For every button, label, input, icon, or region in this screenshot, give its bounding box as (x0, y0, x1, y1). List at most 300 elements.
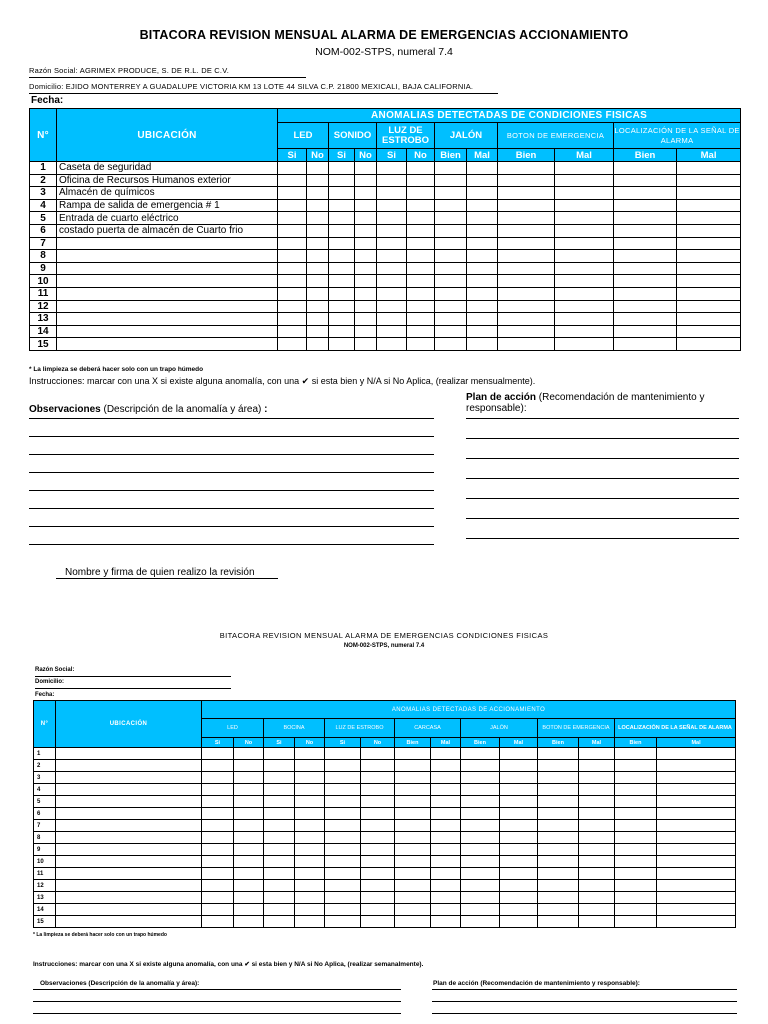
check-cell[interactable] (407, 313, 435, 326)
check-cell[interactable] (579, 748, 615, 760)
check-cell[interactable] (615, 904, 657, 916)
check-cell[interactable] (435, 313, 467, 326)
check-cell[interactable] (377, 250, 407, 263)
check-cell[interactable] (615, 748, 657, 760)
check-cell[interactable] (295, 904, 325, 916)
check-cell[interactable] (202, 844, 234, 856)
check-cell[interactable] (555, 174, 614, 187)
check-cell[interactable] (278, 212, 307, 225)
check-cell[interactable] (361, 856, 395, 868)
check-cell[interactable] (329, 224, 355, 237)
check-cell[interactable] (435, 162, 467, 175)
check-cell[interactable] (579, 772, 615, 784)
check-cell[interactable] (264, 868, 295, 880)
check-cell[interactable] (264, 784, 295, 796)
check-cell[interactable] (377, 187, 407, 200)
check-cell[interactable] (467, 313, 498, 326)
check-cell[interactable] (202, 868, 234, 880)
check-cell[interactable] (435, 224, 467, 237)
check-cell[interactable] (395, 916, 431, 928)
check-cell[interactable] (325, 748, 361, 760)
check-cell[interactable] (431, 820, 461, 832)
check-cell[interactable] (500, 748, 538, 760)
plan-line[interactable] (466, 538, 739, 539)
check-cell[interactable] (657, 820, 736, 832)
check-cell[interactable] (325, 808, 361, 820)
check-cell[interactable] (498, 262, 555, 275)
check-cell[interactable] (264, 772, 295, 784)
row-ubicacion[interactable]: Almacén de químicos (57, 187, 278, 200)
check-cell[interactable] (657, 880, 736, 892)
check-cell[interactable] (329, 174, 355, 187)
check-cell[interactable] (677, 338, 741, 351)
row-ubicacion[interactable] (56, 772, 202, 784)
check-cell[interactable] (677, 174, 741, 187)
check-cell[interactable] (555, 224, 614, 237)
check-cell[interactable] (234, 784, 264, 796)
check-cell[interactable] (325, 760, 361, 772)
check-cell[interactable] (361, 784, 395, 796)
check-cell[interactable] (677, 199, 741, 212)
check-cell[interactable] (395, 784, 431, 796)
check-cell[interactable] (295, 916, 325, 928)
observaciones-line[interactable] (29, 508, 434, 509)
check-cell[interactable] (431, 832, 461, 844)
check-cell[interactable] (677, 262, 741, 275)
check-cell[interactable] (431, 772, 461, 784)
check-cell[interactable] (355, 262, 377, 275)
check-cell[interactable] (202, 904, 234, 916)
row-ubicacion[interactable] (56, 856, 202, 868)
check-cell[interactable] (579, 832, 615, 844)
check-cell[interactable] (307, 162, 329, 175)
check-cell[interactable] (467, 199, 498, 212)
check-cell[interactable] (467, 187, 498, 200)
row-ubicacion[interactable] (56, 808, 202, 820)
check-cell[interactable] (355, 174, 377, 187)
check-cell[interactable] (461, 772, 500, 784)
row-ubicacion[interactable] (56, 820, 202, 832)
check-cell[interactable] (329, 325, 355, 338)
check-cell[interactable] (677, 287, 741, 300)
check-cell[interactable] (264, 832, 295, 844)
check-cell[interactable] (295, 832, 325, 844)
check-cell[interactable] (329, 262, 355, 275)
check-cell[interactable] (202, 760, 234, 772)
check-cell[interactable] (329, 338, 355, 351)
check-cell[interactable] (555, 300, 614, 313)
check-cell[interactable] (657, 844, 736, 856)
check-cell[interactable] (500, 808, 538, 820)
row-ubicacion[interactable] (56, 760, 202, 772)
check-cell[interactable] (555, 237, 614, 250)
check-cell[interactable] (307, 174, 329, 187)
check-cell[interactable] (677, 300, 741, 313)
check-cell[interactable] (407, 287, 435, 300)
check-cell[interactable] (657, 784, 736, 796)
check-cell[interactable] (431, 904, 461, 916)
check-cell[interactable] (467, 275, 498, 288)
row-ubicacion[interactable] (56, 892, 202, 904)
check-cell[interactable] (500, 880, 538, 892)
check-cell[interactable] (615, 760, 657, 772)
check-cell[interactable] (538, 820, 579, 832)
check-cell[interactable] (278, 250, 307, 263)
check-cell[interactable] (202, 880, 234, 892)
check-cell[interactable] (407, 338, 435, 351)
check-cell[interactable] (295, 784, 325, 796)
check-cell[interactable] (377, 199, 407, 212)
check-cell[interactable] (677, 250, 741, 263)
check-cell[interactable] (202, 820, 234, 832)
check-cell[interactable] (431, 844, 461, 856)
check-cell[interactable] (264, 904, 295, 916)
check-cell[interactable] (657, 796, 736, 808)
check-cell[interactable] (614, 224, 677, 237)
check-cell[interactable] (264, 892, 295, 904)
check-cell[interactable] (461, 868, 500, 880)
check-cell[interactable] (325, 784, 361, 796)
check-cell[interactable] (579, 796, 615, 808)
check-cell[interactable] (234, 832, 264, 844)
check-cell[interactable] (461, 892, 500, 904)
check-cell[interactable] (615, 880, 657, 892)
check-cell[interactable] (377, 275, 407, 288)
check-cell[interactable] (435, 237, 467, 250)
check-cell[interactable] (467, 212, 498, 225)
check-cell[interactable] (538, 832, 579, 844)
check-cell[interactable] (278, 162, 307, 175)
check-cell[interactable] (555, 250, 614, 263)
check-cell[interactable] (395, 892, 431, 904)
check-cell[interactable] (377, 262, 407, 275)
check-cell[interactable] (555, 162, 614, 175)
check-cell[interactable] (498, 212, 555, 225)
observaciones-line[interactable] (29, 436, 434, 437)
check-cell[interactable] (435, 275, 467, 288)
check-cell[interactable] (500, 856, 538, 868)
check-cell[interactable] (467, 338, 498, 351)
check-cell[interactable] (307, 275, 329, 288)
check-cell[interactable] (361, 808, 395, 820)
check-cell[interactable] (555, 262, 614, 275)
check-cell[interactable] (500, 832, 538, 844)
check-cell[interactable] (500, 844, 538, 856)
check-cell[interactable] (395, 856, 431, 868)
row-ubicacion[interactable] (56, 832, 202, 844)
check-cell[interactable] (615, 808, 657, 820)
check-cell[interactable] (355, 325, 377, 338)
check-cell[interactable] (278, 325, 307, 338)
check-cell[interactable] (467, 174, 498, 187)
check-cell[interactable] (615, 856, 657, 868)
check-cell[interactable] (355, 237, 377, 250)
check-cell[interactable] (202, 784, 234, 796)
check-cell[interactable] (467, 300, 498, 313)
check-cell[interactable] (407, 275, 435, 288)
check-cell[interactable] (295, 868, 325, 880)
check-cell[interactable] (615, 784, 657, 796)
check-cell[interactable] (355, 187, 377, 200)
check-cell[interactable] (615, 796, 657, 808)
check-cell[interactable] (361, 904, 395, 916)
row-ubicacion[interactable]: costado puerta de almacén de Cuarto frio (57, 224, 278, 237)
check-cell[interactable] (538, 892, 579, 904)
row-ubicacion[interactable] (57, 300, 278, 313)
check-cell[interactable] (435, 174, 467, 187)
check-cell[interactable] (431, 856, 461, 868)
check-cell[interactable] (538, 808, 579, 820)
check-cell[interactable] (395, 808, 431, 820)
check-cell[interactable] (435, 300, 467, 313)
row-ubicacion[interactable]: Caseta de seguridad (57, 162, 278, 175)
check-cell[interactable] (498, 237, 555, 250)
check-cell[interactable] (329, 275, 355, 288)
check-cell[interactable] (677, 275, 741, 288)
check-cell[interactable] (555, 287, 614, 300)
row-ubicacion[interactable] (56, 916, 202, 928)
check-cell[interactable] (234, 868, 264, 880)
row-ubicacion[interactable] (57, 262, 278, 275)
row-ubicacion[interactable] (57, 275, 278, 288)
check-cell[interactable] (615, 772, 657, 784)
check-cell[interactable] (355, 275, 377, 288)
check-cell[interactable] (435, 212, 467, 225)
check-cell[interactable] (555, 199, 614, 212)
check-cell[interactable] (264, 880, 295, 892)
check-cell[interactable] (555, 275, 614, 288)
check-cell[interactable] (307, 262, 329, 275)
check-cell[interactable] (461, 916, 500, 928)
check-cell[interactable] (431, 796, 461, 808)
check-cell[interactable] (461, 808, 500, 820)
check-cell[interactable] (407, 187, 435, 200)
check-cell[interactable] (377, 325, 407, 338)
check-cell[interactable] (377, 224, 407, 237)
check-cell[interactable] (325, 916, 361, 928)
check-cell[interactable] (325, 772, 361, 784)
check-cell[interactable] (355, 250, 377, 263)
check-cell[interactable] (361, 868, 395, 880)
check-cell[interactable] (395, 748, 431, 760)
check-cell[interactable] (329, 162, 355, 175)
check-cell[interactable] (538, 796, 579, 808)
check-cell[interactable] (295, 772, 325, 784)
check-cell[interactable] (657, 916, 736, 928)
check-cell[interactable] (538, 856, 579, 868)
check-cell[interactable] (264, 820, 295, 832)
check-cell[interactable] (614, 325, 677, 338)
check-cell[interactable] (498, 338, 555, 351)
check-cell[interactable] (234, 904, 264, 916)
check-cell[interactable] (657, 808, 736, 820)
check-cell[interactable] (431, 880, 461, 892)
check-cell[interactable] (407, 262, 435, 275)
check-cell[interactable] (461, 760, 500, 772)
check-cell[interactable] (615, 916, 657, 928)
check-cell[interactable] (435, 325, 467, 338)
check-cell[interactable] (579, 916, 615, 928)
check-cell[interactable] (234, 760, 264, 772)
check-cell[interactable] (278, 300, 307, 313)
check-cell[interactable] (614, 275, 677, 288)
check-cell[interactable] (377, 162, 407, 175)
check-cell[interactable] (467, 162, 498, 175)
check-cell[interactable] (579, 880, 615, 892)
check-cell[interactable] (355, 199, 377, 212)
check-cell[interactable] (325, 892, 361, 904)
check-cell[interactable] (307, 237, 329, 250)
check-cell[interactable] (498, 162, 555, 175)
check-cell[interactable] (461, 820, 500, 832)
row-ubicacion[interactable] (56, 784, 202, 796)
check-cell[interactable] (498, 250, 555, 263)
check-cell[interactable] (461, 748, 500, 760)
check-cell[interactable] (500, 820, 538, 832)
observaciones-line[interactable] (29, 472, 434, 473)
observaciones-line[interactable] (29, 490, 434, 491)
observaciones-line[interactable] (29, 454, 434, 455)
row-ubicacion[interactable] (57, 287, 278, 300)
row-ubicacion[interactable] (56, 868, 202, 880)
check-cell[interactable] (614, 287, 677, 300)
check-cell[interactable] (355, 287, 377, 300)
check-cell[interactable] (615, 892, 657, 904)
check-cell[interactable] (295, 760, 325, 772)
check-cell[interactable] (325, 868, 361, 880)
check-cell[interactable] (657, 904, 736, 916)
check-cell[interactable] (579, 856, 615, 868)
check-cell[interactable] (538, 844, 579, 856)
row-ubicacion[interactable]: Entrada de cuarto eléctrico (57, 212, 278, 225)
check-cell[interactable] (307, 287, 329, 300)
check-cell[interactable] (435, 338, 467, 351)
check-cell[interactable] (234, 772, 264, 784)
check-cell[interactable] (461, 832, 500, 844)
check-cell[interactable] (538, 904, 579, 916)
check-cell[interactable] (498, 199, 555, 212)
check-cell[interactable] (307, 313, 329, 326)
row-ubicacion[interactable] (57, 338, 278, 351)
check-cell[interactable] (377, 287, 407, 300)
check-cell[interactable] (538, 916, 579, 928)
row-ubicacion[interactable] (56, 796, 202, 808)
check-cell[interactable] (657, 856, 736, 868)
check-cell[interactable] (538, 868, 579, 880)
check-cell[interactable] (278, 174, 307, 187)
check-cell[interactable] (615, 868, 657, 880)
check-cell[interactable] (307, 338, 329, 351)
check-cell[interactable] (431, 760, 461, 772)
check-cell[interactable] (461, 904, 500, 916)
check-cell[interactable] (579, 868, 615, 880)
check-cell[interactable] (278, 262, 307, 275)
check-cell[interactable] (657, 760, 736, 772)
check-cell[interactable] (467, 287, 498, 300)
check-cell[interactable] (325, 904, 361, 916)
check-cell[interactable] (361, 916, 395, 928)
check-cell[interactable] (579, 808, 615, 820)
check-cell[interactable] (614, 174, 677, 187)
check-cell[interactable] (657, 748, 736, 760)
check-cell[interactable] (264, 916, 295, 928)
check-cell[interactable] (435, 250, 467, 263)
check-cell[interactable] (202, 772, 234, 784)
check-cell[interactable] (538, 784, 579, 796)
row-ubicacion[interactable]: Oficina de Recursos Humanos exterior (57, 174, 278, 187)
check-cell[interactable] (295, 844, 325, 856)
check-cell[interactable] (202, 832, 234, 844)
check-cell[interactable] (657, 772, 736, 784)
check-cell[interactable] (278, 199, 307, 212)
check-cell[interactable] (614, 338, 677, 351)
check-cell[interactable] (555, 338, 614, 351)
check-cell[interactable] (234, 856, 264, 868)
check-cell[interactable] (677, 187, 741, 200)
check-cell[interactable] (498, 275, 555, 288)
check-cell[interactable] (234, 820, 264, 832)
check-cell[interactable] (325, 856, 361, 868)
check-cell[interactable] (361, 760, 395, 772)
check-cell[interactable] (431, 748, 461, 760)
check-cell[interactable] (377, 313, 407, 326)
check-cell[interactable] (498, 174, 555, 187)
check-cell[interactable] (431, 892, 461, 904)
check-cell[interactable] (355, 162, 377, 175)
check-cell[interactable] (407, 174, 435, 187)
check-cell[interactable] (264, 856, 295, 868)
check-cell[interactable] (355, 224, 377, 237)
check-cell[interactable] (329, 212, 355, 225)
check-cell[interactable] (407, 250, 435, 263)
check-cell[interactable] (325, 832, 361, 844)
check-cell[interactable] (500, 796, 538, 808)
check-cell[interactable] (234, 892, 264, 904)
check-cell[interactable] (407, 325, 435, 338)
check-cell[interactable] (278, 287, 307, 300)
plan-line[interactable] (466, 478, 739, 479)
check-cell[interactable] (579, 844, 615, 856)
check-cell[interactable] (355, 300, 377, 313)
check-cell[interactable] (377, 174, 407, 187)
check-cell[interactable] (395, 904, 431, 916)
check-cell[interactable] (500, 892, 538, 904)
check-cell[interactable] (361, 748, 395, 760)
check-cell[interactable] (579, 892, 615, 904)
check-cell[interactable] (614, 262, 677, 275)
check-cell[interactable] (278, 313, 307, 326)
check-cell[interactable] (677, 212, 741, 225)
row-ubicacion[interactable]: Rampa de salida de emergencia # 1 (57, 199, 278, 212)
check-cell[interactable] (615, 844, 657, 856)
check-cell[interactable] (329, 287, 355, 300)
check-cell[interactable] (500, 868, 538, 880)
check-cell[interactable] (278, 275, 307, 288)
check-cell[interactable] (377, 212, 407, 225)
check-cell[interactable] (329, 237, 355, 250)
check-cell[interactable] (614, 212, 677, 225)
check-cell[interactable] (555, 187, 614, 200)
check-cell[interactable] (329, 187, 355, 200)
check-cell[interactable] (407, 162, 435, 175)
check-cell[interactable] (461, 844, 500, 856)
plan-line[interactable] (466, 438, 739, 439)
check-cell[interactable] (202, 748, 234, 760)
check-cell[interactable] (498, 287, 555, 300)
check-cell[interactable] (538, 880, 579, 892)
check-cell[interactable] (461, 856, 500, 868)
check-cell[interactable] (295, 796, 325, 808)
